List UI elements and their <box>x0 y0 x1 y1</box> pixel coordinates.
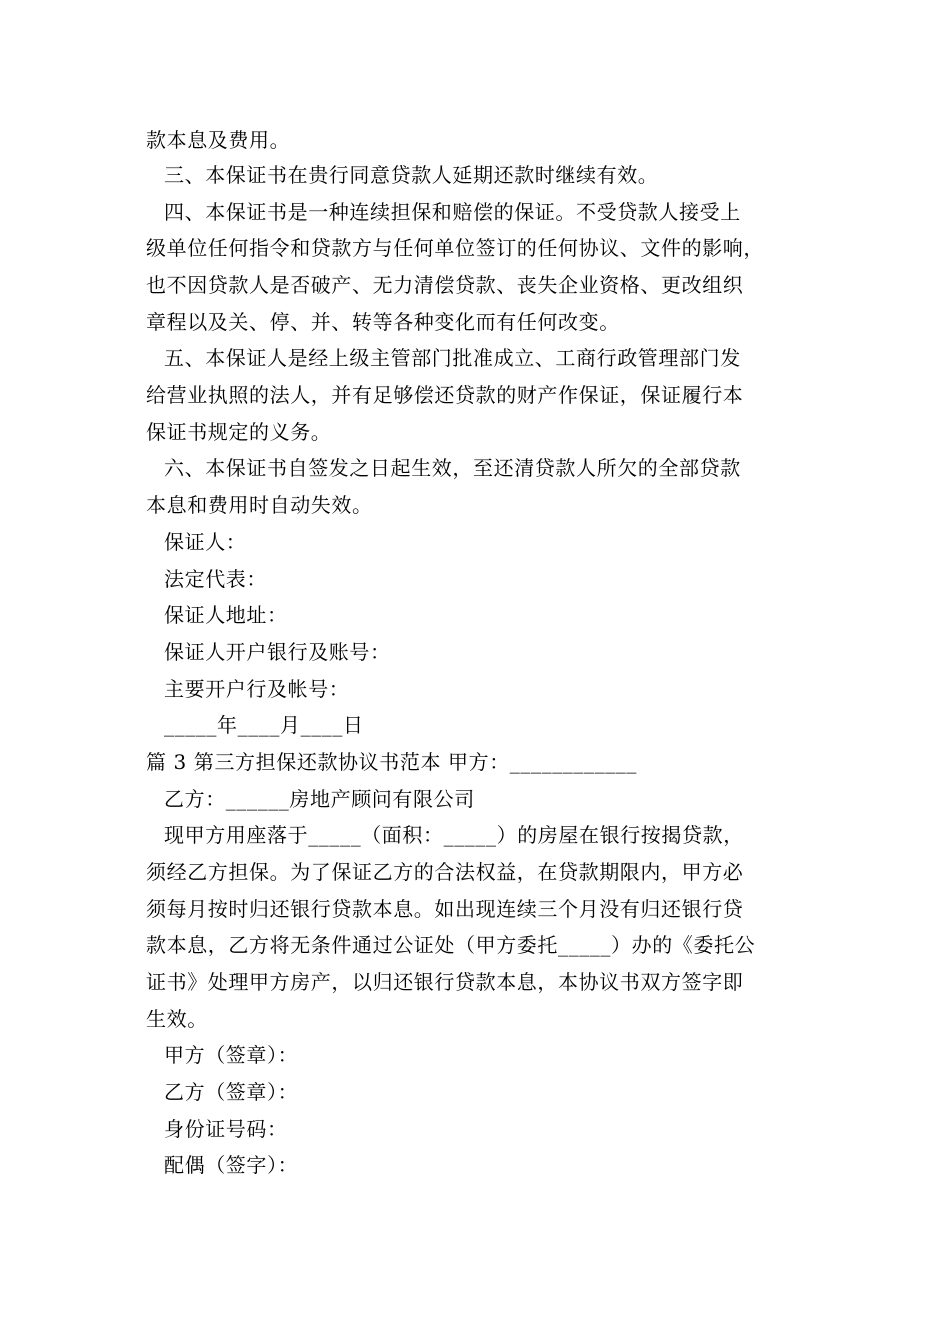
party-a-signature-field: 甲方（签章）： <box>164 1043 299 1067</box>
agreement-paragraph: 现甲方用座落于_____（面积：_____）的房屋在银行按揭贷款， <box>164 823 744 847</box>
guarantor-field: 保证人： <box>164 530 247 554</box>
legal-representative-field: 法定代表： <box>164 567 267 591</box>
section-title: 篇 3 第三方担保还款协议书范本 甲方：____________ <box>146 750 637 774</box>
paragraph-line: 级单位任何指令和贷款方与任何单位签订的任何协议、文件的影响， <box>146 236 764 260</box>
main-bank-field: 主要开户行及帐号： <box>164 677 350 701</box>
paragraph-line: 给营业执照的法人，并有足够偿还贷款的财产作保证，保证履行本 <box>146 383 744 407</box>
paragraph-line: 款本息及费用。 <box>146 128 291 152</box>
paragraph-line: 须每月按时归还银行贷款本息。如出现连续三个月没有归还银行贷 <box>146 897 744 921</box>
paragraph-line: 证书》处理甲方房产，以归还银行贷款本息，本协议书双方签字即 <box>146 970 744 994</box>
party-b-signature-field: 乙方（签章）： <box>164 1080 299 1104</box>
paragraph-line: 款本息，乙方将无条件通过公证处（甲方委托_____）办的《委托公 <box>146 933 756 957</box>
clause-4: 四、本保证书是一种连续担保和赔偿的保证。不受贷款人接受上 <box>164 200 741 224</box>
clause-5: 五、本保证人是经上级主管部门批准成立、工商行政管理部门发 <box>164 346 741 370</box>
date-field: _____年____月____日 <box>164 713 364 737</box>
paragraph-line: 生效。 <box>146 1007 208 1031</box>
spouse-signature-field: 配偶（签字）： <box>164 1153 299 1177</box>
bank-account-field: 保证人开户银行及账号： <box>164 640 391 664</box>
clause-3: 三、本保证书在贵行同意贷款人延期还款时继续有效。 <box>164 163 659 187</box>
party-b-field: 乙方：______房地产顾问有限公司 <box>164 787 475 811</box>
clause-6: 六、本保证书自签发之日起生效，至还清贷款人所欠的全部贷款 <box>164 456 741 480</box>
paragraph-line: 也不因贷款人是否破产、无力清偿贷款、丧失企业资格、更改组织 <box>146 273 744 297</box>
paragraph-line: 须经乙方担保。为了保证乙方的合法权益，在贷款期限内，甲方必 <box>146 860 744 884</box>
paragraph-line: 章程以及关、停、并、转等各种变化而有任何改变。 <box>146 310 620 334</box>
paragraph-line: 本息和费用时自动失效。 <box>146 493 373 517</box>
id-number-field: 身份证号码： <box>164 1117 288 1141</box>
guarantor-address-field: 保证人地址： <box>164 603 288 627</box>
paragraph-line: 保证书规定的义务。 <box>146 420 332 444</box>
